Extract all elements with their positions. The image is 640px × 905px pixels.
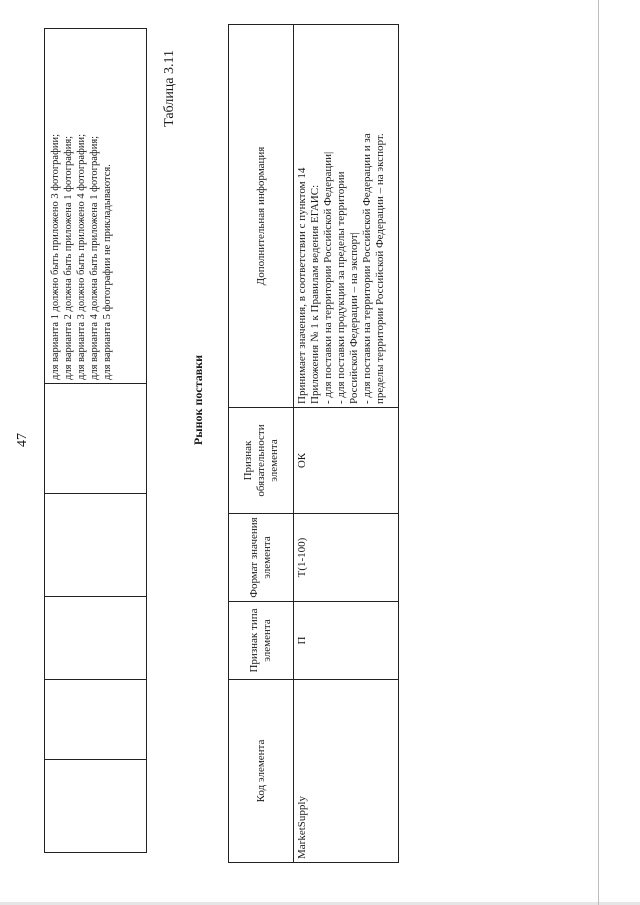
info-line-justified bbox=[335, 28, 348, 404]
continuation-column-divider bbox=[45, 679, 146, 680]
continuation-line: для варианта 3 должно быть приложено 4 фотографии; bbox=[76, 133, 87, 380]
info-line: - для поставки на территории Российской Федерации и за bbox=[361, 133, 373, 404]
info-line: пределы территории Российской Федерации – на экспорт. bbox=[374, 133, 386, 404]
cell-value-format: T(1-100) bbox=[294, 514, 399, 602]
table-caption: Таблица 3.11 bbox=[162, 50, 177, 127]
continuation-table bbox=[44, 28, 147, 853]
header-element-code: Код элемента bbox=[229, 680, 294, 863]
info-line: - для поставки продукции за пределы территории bbox=[335, 171, 347, 404]
continuation-column-divider bbox=[45, 596, 146, 597]
info-line: Российской Федерации – на экспорт| bbox=[348, 232, 360, 404]
cell-required-flag: ОК bbox=[294, 408, 399, 514]
market-supply-table bbox=[228, 24, 399, 863]
continuation-text bbox=[49, 30, 114, 380]
cell-element-type: П bbox=[294, 602, 399, 680]
info-line: - для поставки на территории Российской Федерации| bbox=[322, 151, 334, 404]
cell-additional-info bbox=[294, 25, 399, 408]
header-additional-info: Дополнительная информация bbox=[229, 25, 294, 408]
header-required-flag: Признак обязательности элемента bbox=[229, 408, 294, 514]
page-number: 47 bbox=[15, 433, 30, 447]
table-header-row bbox=[229, 25, 294, 863]
page-edge-rule bbox=[598, 0, 599, 905]
table-title: Рынок поставки bbox=[191, 354, 205, 446]
continuation-line: для варианта 4 должна быть приложена 1 фотография; bbox=[89, 135, 100, 380]
continuation-column-divider bbox=[45, 759, 146, 760]
continuation-column-divider bbox=[45, 383, 146, 384]
continuation-column-divider bbox=[45, 493, 146, 494]
table-row bbox=[294, 25, 399, 863]
header-value-format: Формат значения элемента bbox=[229, 514, 294, 602]
continuation-line: для варианта 1 должно быть приложено 3 фотографии; bbox=[50, 133, 61, 380]
continuation-line: для варианта 5 фотографии не прикладываются. bbox=[102, 164, 113, 380]
info-line: Приложения № 1 к Правилам ведения ЕГАИС: bbox=[309, 184, 321, 404]
header-element-type: Признак типа элемента bbox=[229, 602, 294, 680]
cell-element-code: MarketSupply bbox=[294, 680, 399, 863]
continuation-line: для варианта 2 должна быть приложена 1 фотография; bbox=[63, 135, 74, 380]
info-line: Принимает значения, в соответствии с пунктом 14 bbox=[296, 167, 308, 404]
